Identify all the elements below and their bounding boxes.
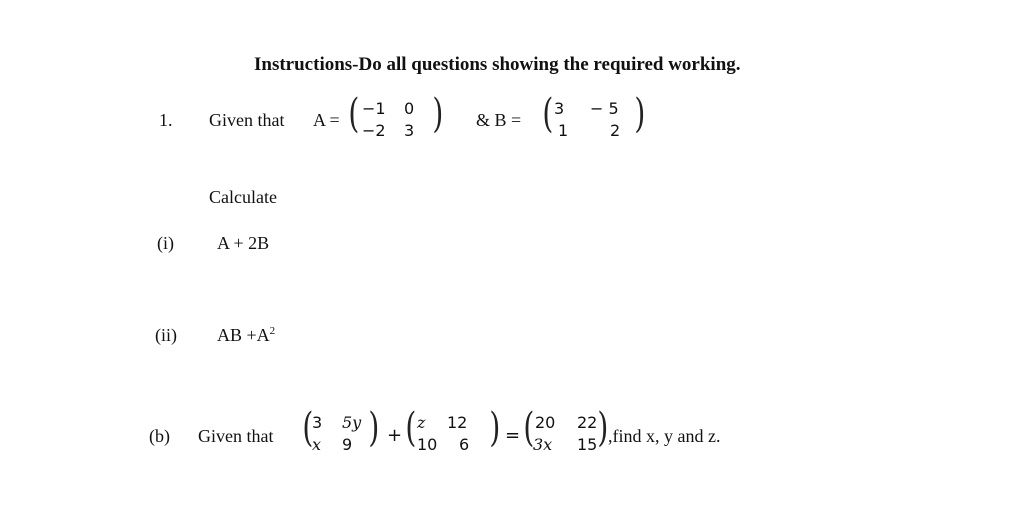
matrix-1-cell: 5y bbox=[342, 413, 362, 432]
matrix-a-cell: 0 bbox=[404, 99, 415, 118]
matrix-b-cell: 2 bbox=[610, 121, 621, 140]
matrix-b-cell: − 5 bbox=[590, 99, 619, 118]
right-paren: ) bbox=[432, 91, 444, 137]
matrix-1-cell: x bbox=[312, 435, 322, 454]
find-instruction: ,find x, y and z. bbox=[608, 426, 721, 446]
matrix-a-cell: 3 bbox=[404, 121, 415, 140]
matrix-1 bbox=[300, 405, 382, 458]
matrix-2-cell: 6 bbox=[459, 435, 470, 454]
part-i-expression: A + 2B bbox=[217, 233, 270, 253]
given-that-label: Given that bbox=[198, 426, 274, 446]
instructions-title: Instructions-Do all questions showing the required working. bbox=[254, 54, 741, 75]
plus-sign: + bbox=[387, 425, 403, 446]
matrix-3-cell: 20 bbox=[535, 413, 556, 432]
matrix-2-cell: 10 bbox=[417, 435, 438, 454]
calculate-label: Calculate bbox=[209, 187, 277, 207]
matrix-b-cell: 1 bbox=[558, 121, 569, 140]
matrix-3-cell: 3x bbox=[533, 435, 553, 454]
matrix-a-cell: −2 bbox=[362, 121, 386, 140]
matrix-b bbox=[540, 91, 660, 144]
question-number: 1. bbox=[159, 110, 173, 130]
matrix-1-cell: 3 bbox=[312, 413, 323, 432]
matrix-a-cell: −1 bbox=[362, 99, 386, 118]
question-b-label: (b) bbox=[149, 426, 170, 446]
matrix-1-cell: 9 bbox=[342, 435, 353, 454]
right-paren: ) bbox=[368, 405, 380, 451]
part-ii-label: (ii) bbox=[155, 325, 177, 345]
left-paren: ( bbox=[523, 405, 535, 451]
matrix-3 bbox=[521, 405, 609, 458]
matrix-3-cell: 15 bbox=[577, 435, 598, 454]
matrix-3-cell: 22 bbox=[577, 413, 598, 432]
matrix-a-label: A = bbox=[313, 110, 340, 130]
given-that-label: Given that bbox=[209, 110, 285, 130]
right-paren: ) bbox=[489, 405, 501, 451]
left-paren: ( bbox=[302, 405, 314, 451]
matrix-a bbox=[346, 91, 456, 144]
right-paren: ) bbox=[597, 405, 609, 451]
matrix-b-cell: 3 bbox=[554, 99, 565, 118]
left-paren: ( bbox=[348, 91, 360, 137]
left-paren: ( bbox=[405, 405, 417, 451]
part-ii-expression-base: AB +A bbox=[217, 325, 270, 345]
part-i-label: (i) bbox=[157, 233, 174, 253]
left-paren: ( bbox=[542, 91, 554, 137]
equals-sign: = bbox=[505, 425, 521, 446]
right-paren: ) bbox=[634, 91, 646, 137]
part-ii-exponent: 2 bbox=[269, 325, 276, 337]
matrix-2 bbox=[403, 405, 503, 458]
part-ii-expression bbox=[217, 325, 275, 346]
matrix-2-cell: 12 bbox=[447, 413, 468, 432]
matrix-b-label: & B = bbox=[476, 110, 522, 130]
matrix-2-cell: z bbox=[417, 413, 426, 432]
